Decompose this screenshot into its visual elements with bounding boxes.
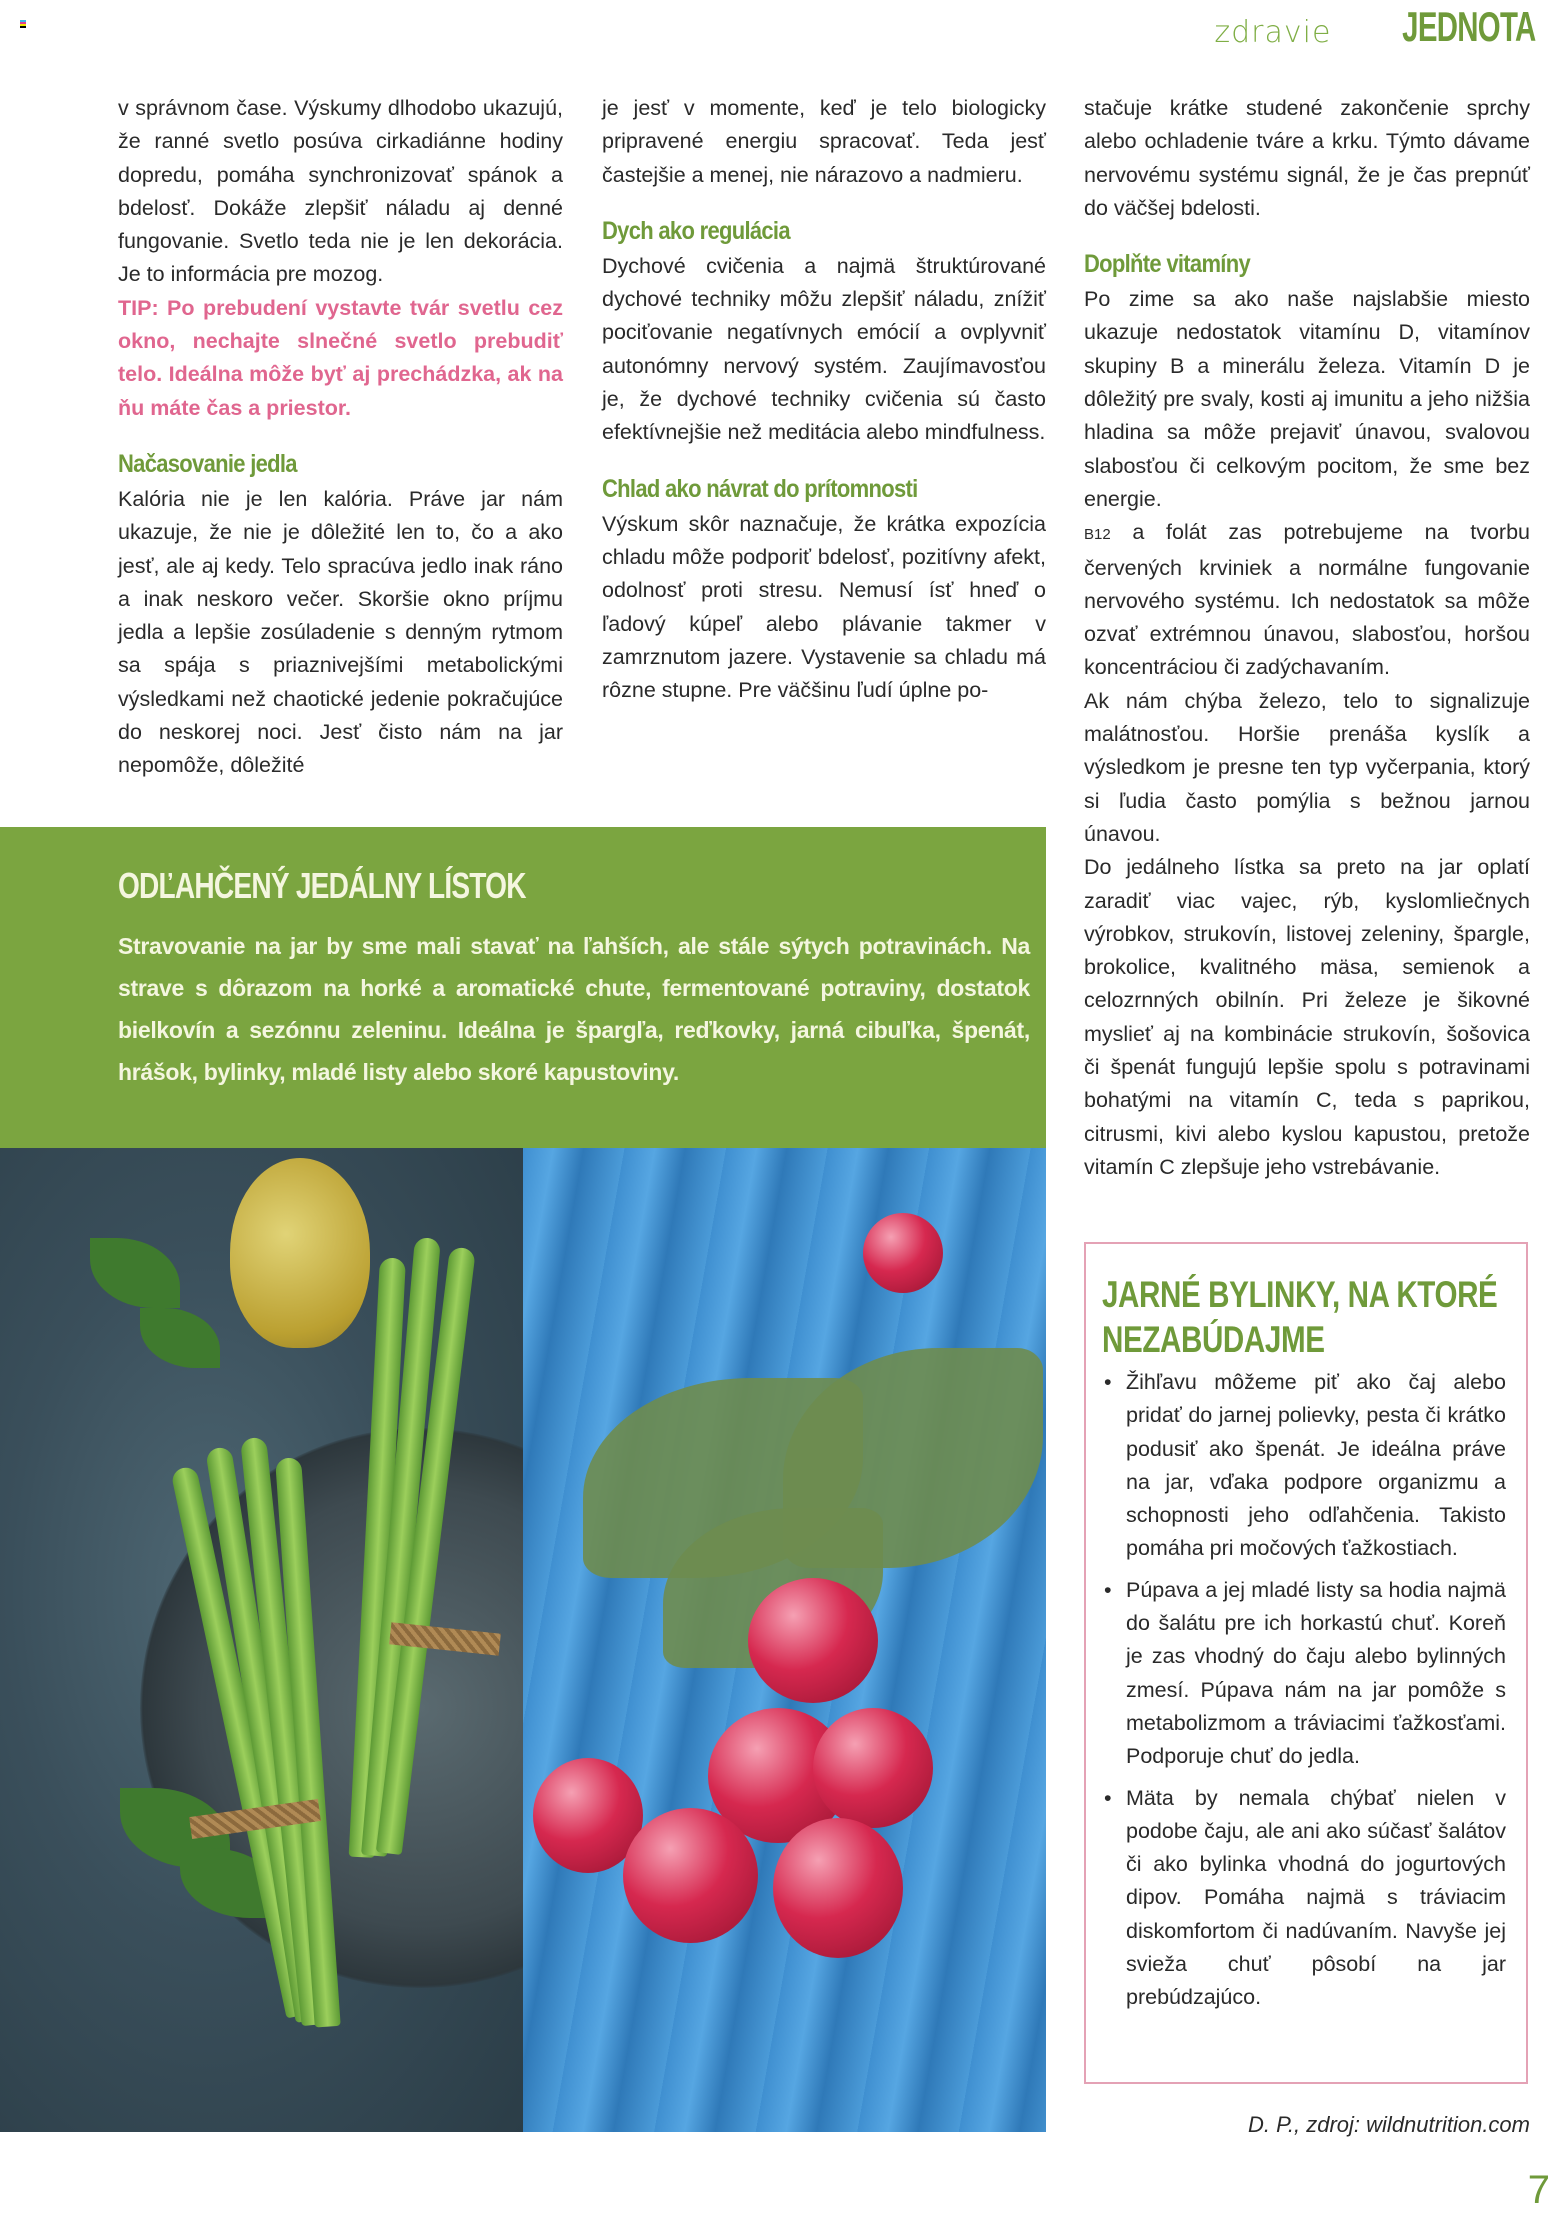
paragraph: Ak nám chýba železo, telo to signalizuje malátnosťou. Horšie prenáša kyslík a výsledkom je presne ten typ vyčerpania, ktorý si ľudia často pomýlia s bežnou jarnou únavou. <box>1084 688 1530 846</box>
brand-logo: JEDNOTA <box>1402 3 1536 50</box>
source-credit: D. P., zdroj: wildnutrition.com <box>1247 2112 1530 2137</box>
header-logo <box>1214 4 1536 50</box>
paragraph-text: a folát zas potrebujeme na tvorbu červených krviniek a normálne fungovanie nervového systému. Ich nedostatok sa môže ozvať extrémnou únavou, slabosťou, horšou koncentráciou či zadýchavaním. <box>1084 520 1530 680</box>
paragraph: Do jedálneho lístka sa preto na jar oplatí zaradiť viac vajec, rýb, kyslomliečnych výrobkov, strukovín, listovej zeleniny, špargle, brokolice, kvalitného mäsa, semienok a celozrnných obilnín. Pri železe je šikovné myslieť aj na kombinácie strukovín, šošovica či špenát fungujú lepšie spolu s potravinami bohatými na vitamín C, teda s paprikou, citrusmi, kivi alebo kyslou kapustou, pretože vitamín C zlepšuje jeho vstrebávanie. <box>1084 855 1530 1179</box>
radish <box>813 1708 933 1828</box>
section-heading: Načasovanie jedla <box>118 449 297 478</box>
list-item <box>1102 1366 1506 1566</box>
section-label: zdravie <box>1214 15 1332 50</box>
item-text: Mäta by nemala chýbať nielen v podobe čaju, ale ani ako súčasť šalátov či ako bylinka vhodná do jogurtových dipov. Pomáha najmä s tráviacim diskomfortom či nadúvaním. Navyše jej svieža chuť pôsobí na jar prebúdzajúco. <box>1126 1785 1506 2010</box>
column-1 <box>118 92 563 783</box>
paragraph: v správnom čase. Výskumy dlhodobo ukazujú, že ranné svetlo posúva cirkadiánne hodiny dopredu, pomáha synchronizovať spánok a bdelosť. Dokáže zlepšiť náladu aj denné fungovanie. Svetlo teda nie je len dekorácia. Je to informácia pre mozog. <box>118 96 563 287</box>
paragraph <box>1084 516 1530 684</box>
paragraph: Dychové cvičenia a najmä štruktúrované dychové techniky môžu zlepšiť náladu, znížiť pociťovanie negatívnych emócií a ovplyvniť autonómny nervový systém. Zaujímavosťou je, že dychové techniky cvičenia sú často efektívnejšie než meditácia alebo mindfulness. <box>602 253 1046 445</box>
column-3 <box>1084 92 1530 1184</box>
print-color-marks <box>20 20 26 28</box>
paragraph: Kalória nie je len kalória. Práve jar nám ukazuje, že nie je dôležité len to, čo a ako jesť, ale aj kedy. Telo spracúva jedlo inak ráno a inak neskoro večer. Skoršie okno príjmu jedla a lepšie zosúladenie s denným rytmom sa spája s priaznivejšími metabolickými výsledkami než chaotické jedenie pokračujúce do neskorej noci. Jesť čisto nám na jar nepomôže, dôležité <box>118 486 563 778</box>
bullet-icon: • <box>1104 1370 1112 1394</box>
paragraph: stačuje krátke studené zakončenie sprchy alebo ochladenie tváre a krku. Týmto dávame nervovému systému signál, že je čas prepnúť do väčšej bdelosti. <box>1084 96 1530 220</box>
item-text: Žihľavu môžeme piť ako čaj alebo pridať do jarnej polievky, pesta či krátko podusiť ako špenát. Je ideálna práve na jar, vďaka podpore organizmu a schopnosti jeho odľahčenia. Takisto pomáha pri močových ťažkostiach. <box>1126 1370 1506 1561</box>
section-heading: Doplňte vitamíny <box>1084 250 1250 279</box>
column-2 <box>602 92 1046 707</box>
tip-text: TIP: Po prebudení vystavte tvár svetlu cez okno, nechajte slnečné svetlo prebudiť telo. Ideálna môže byť aj prechádzka, ak na ňu máte čas a priestor. <box>118 295 563 420</box>
paragraph: Výskum skôr naznačuje, že krátka expozícia chladu môže podporiť bdelosť, pozitívny afekt, odolnosť proti stresu. Nemusí ísť hneď o ľadový kúpeľ alebo plávanie takmer v zamrznutom jazere. Vystavenie sa chladu má rôzne stupne. Pre väčšinu ľudí úplne po- <box>602 511 1046 703</box>
section-heading: Dych ako regulácia <box>602 216 790 245</box>
box-title: JARNÉ BYLINKY, NA KTORÉ NEZABÚDAJME <box>1102 1274 1498 1360</box>
herbs-list <box>1102 1366 1506 2023</box>
bullet-icon: • <box>1104 1785 1112 1810</box>
radish <box>773 1818 903 1958</box>
basil-leaf <box>90 1238 180 1308</box>
item-text: Púpava a jej mladé listy sa hodia najmä do šalátu pre ich horkastú chuť. Koreň je zas vhodný do čaju alebo bylinných zmesí. Púpava nám na jar pomôže s metabolizmom a tráviacimi ťažkosťami. Podporuje chuť do jedla. <box>1126 1577 1506 1769</box>
oil-jug-shape <box>230 1158 370 1348</box>
page-number: 7 <box>1527 2168 1550 2212</box>
radish <box>623 1808 758 1943</box>
box-title: ODĽAHČENÝ JEDÁLNY LÍSTOK <box>118 865 526 906</box>
section-heading: Chlad ako návrat do prítomnosti <box>602 474 918 503</box>
paragraph: Po zime sa ako naše najslabšie miesto ukazuje nedostatok vitamínu D, vitamínov skupiny B a minerálu železa. Vitamín D je dôležitý pre svaly, kosti aj imunitu a jeho nižšia hladina sa môže prejaviť únavou, svalovou slabosťou či celkovým pocitom, že sme bez energie. <box>1084 287 1530 511</box>
list-item <box>1102 1782 1506 2015</box>
bullet-icon: • <box>1104 1577 1112 1602</box>
radish <box>748 1578 878 1703</box>
light-menu-box <box>0 827 1046 1148</box>
asparagus-photo <box>0 1148 523 2132</box>
radish <box>863 1213 943 1293</box>
basil-leaf <box>140 1308 220 1368</box>
paragraph: je jesť v momente, keď je telo biologicky pripravené energiu spracovať. Teda jesť častejšie a menej, nie nárazovo a nadmieru. <box>602 96 1046 187</box>
list-item <box>1102 1574 1506 1774</box>
box-body: Stravovanie na jar by sme mali stavať na ľahších, ale stále sýtych potravinách. Na strave s dôrazom na horké a aromatické chute, fermentované potraviny, dostatok bielkovín a sezónnu zeleninu. Ideálna je špargľa, reďkovky, jarná cibuľka, špenát, hrášok, bylinky, mladé listy alebo skoré kapustoviny. <box>118 933 1030 1085</box>
b12-label: B12 <box>1084 526 1111 544</box>
radish-photo <box>523 1148 1046 2132</box>
spring-herbs-box <box>1084 1242 1528 2084</box>
